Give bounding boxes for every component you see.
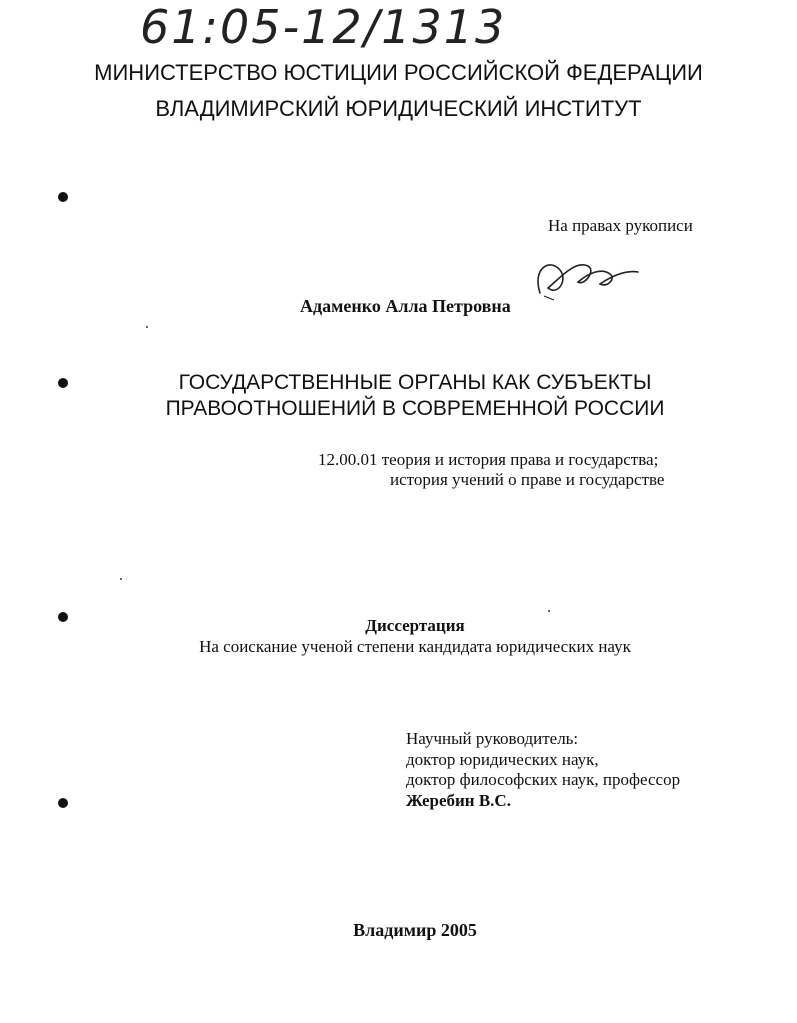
specialty-line-1: 12.00.01 теория и история права и государства; [318,450,659,469]
scan-speck [120,578,122,580]
author-name: Адаменко Алла Петровна [300,296,511,316]
scan-speck [146,326,148,328]
punch-hole-dot [58,612,68,622]
dissertation-title [0,370,797,422]
punch-hole-dot [58,192,68,202]
supervisor-title-1: доктор юридических наук, [406,750,599,769]
title-line-1: ГОСУДАРСТВЕННЫЕ ОРГАНЫ КАК СУБЪЕКТЫ [178,371,652,394]
title-line-2: ПРАВООТНОШЕНИЙ В СОВРЕМЕННОЙ РОССИИ [165,397,665,420]
degree-statement: На соискание ученой степени кандидата юридических наук [199,637,631,656]
signature-image [530,248,650,308]
specialty-line-2: история учений о праве и государстве [390,470,665,489]
supervisor-name: Жеребин В.С. [406,791,511,810]
city-year: Владимир 2005 [353,920,477,940]
supervisor-label: Научный руководитель: [406,729,579,748]
ministry-name: МИНИСТЕРСТВО ЮСТИЦИИ РОССИЙСКОЙ ФЕДЕРАЦИИ [94,60,703,85]
supervisor-title-2: доктор философских наук, профессор [406,770,681,789]
document-type: Диссертация [365,616,465,635]
scan-speck [548,610,550,612]
institute-name: ВЛАДИМИРСКИЙ ЮРИДИЧЕСКИЙ ИНСТИТУТ [155,96,642,121]
punch-hole-dot [58,798,68,808]
punch-hole-dot [58,378,68,388]
manuscript-note: На правах рукописи [548,216,693,235]
archive-code: 61:05-12/1313 [140,0,507,54]
